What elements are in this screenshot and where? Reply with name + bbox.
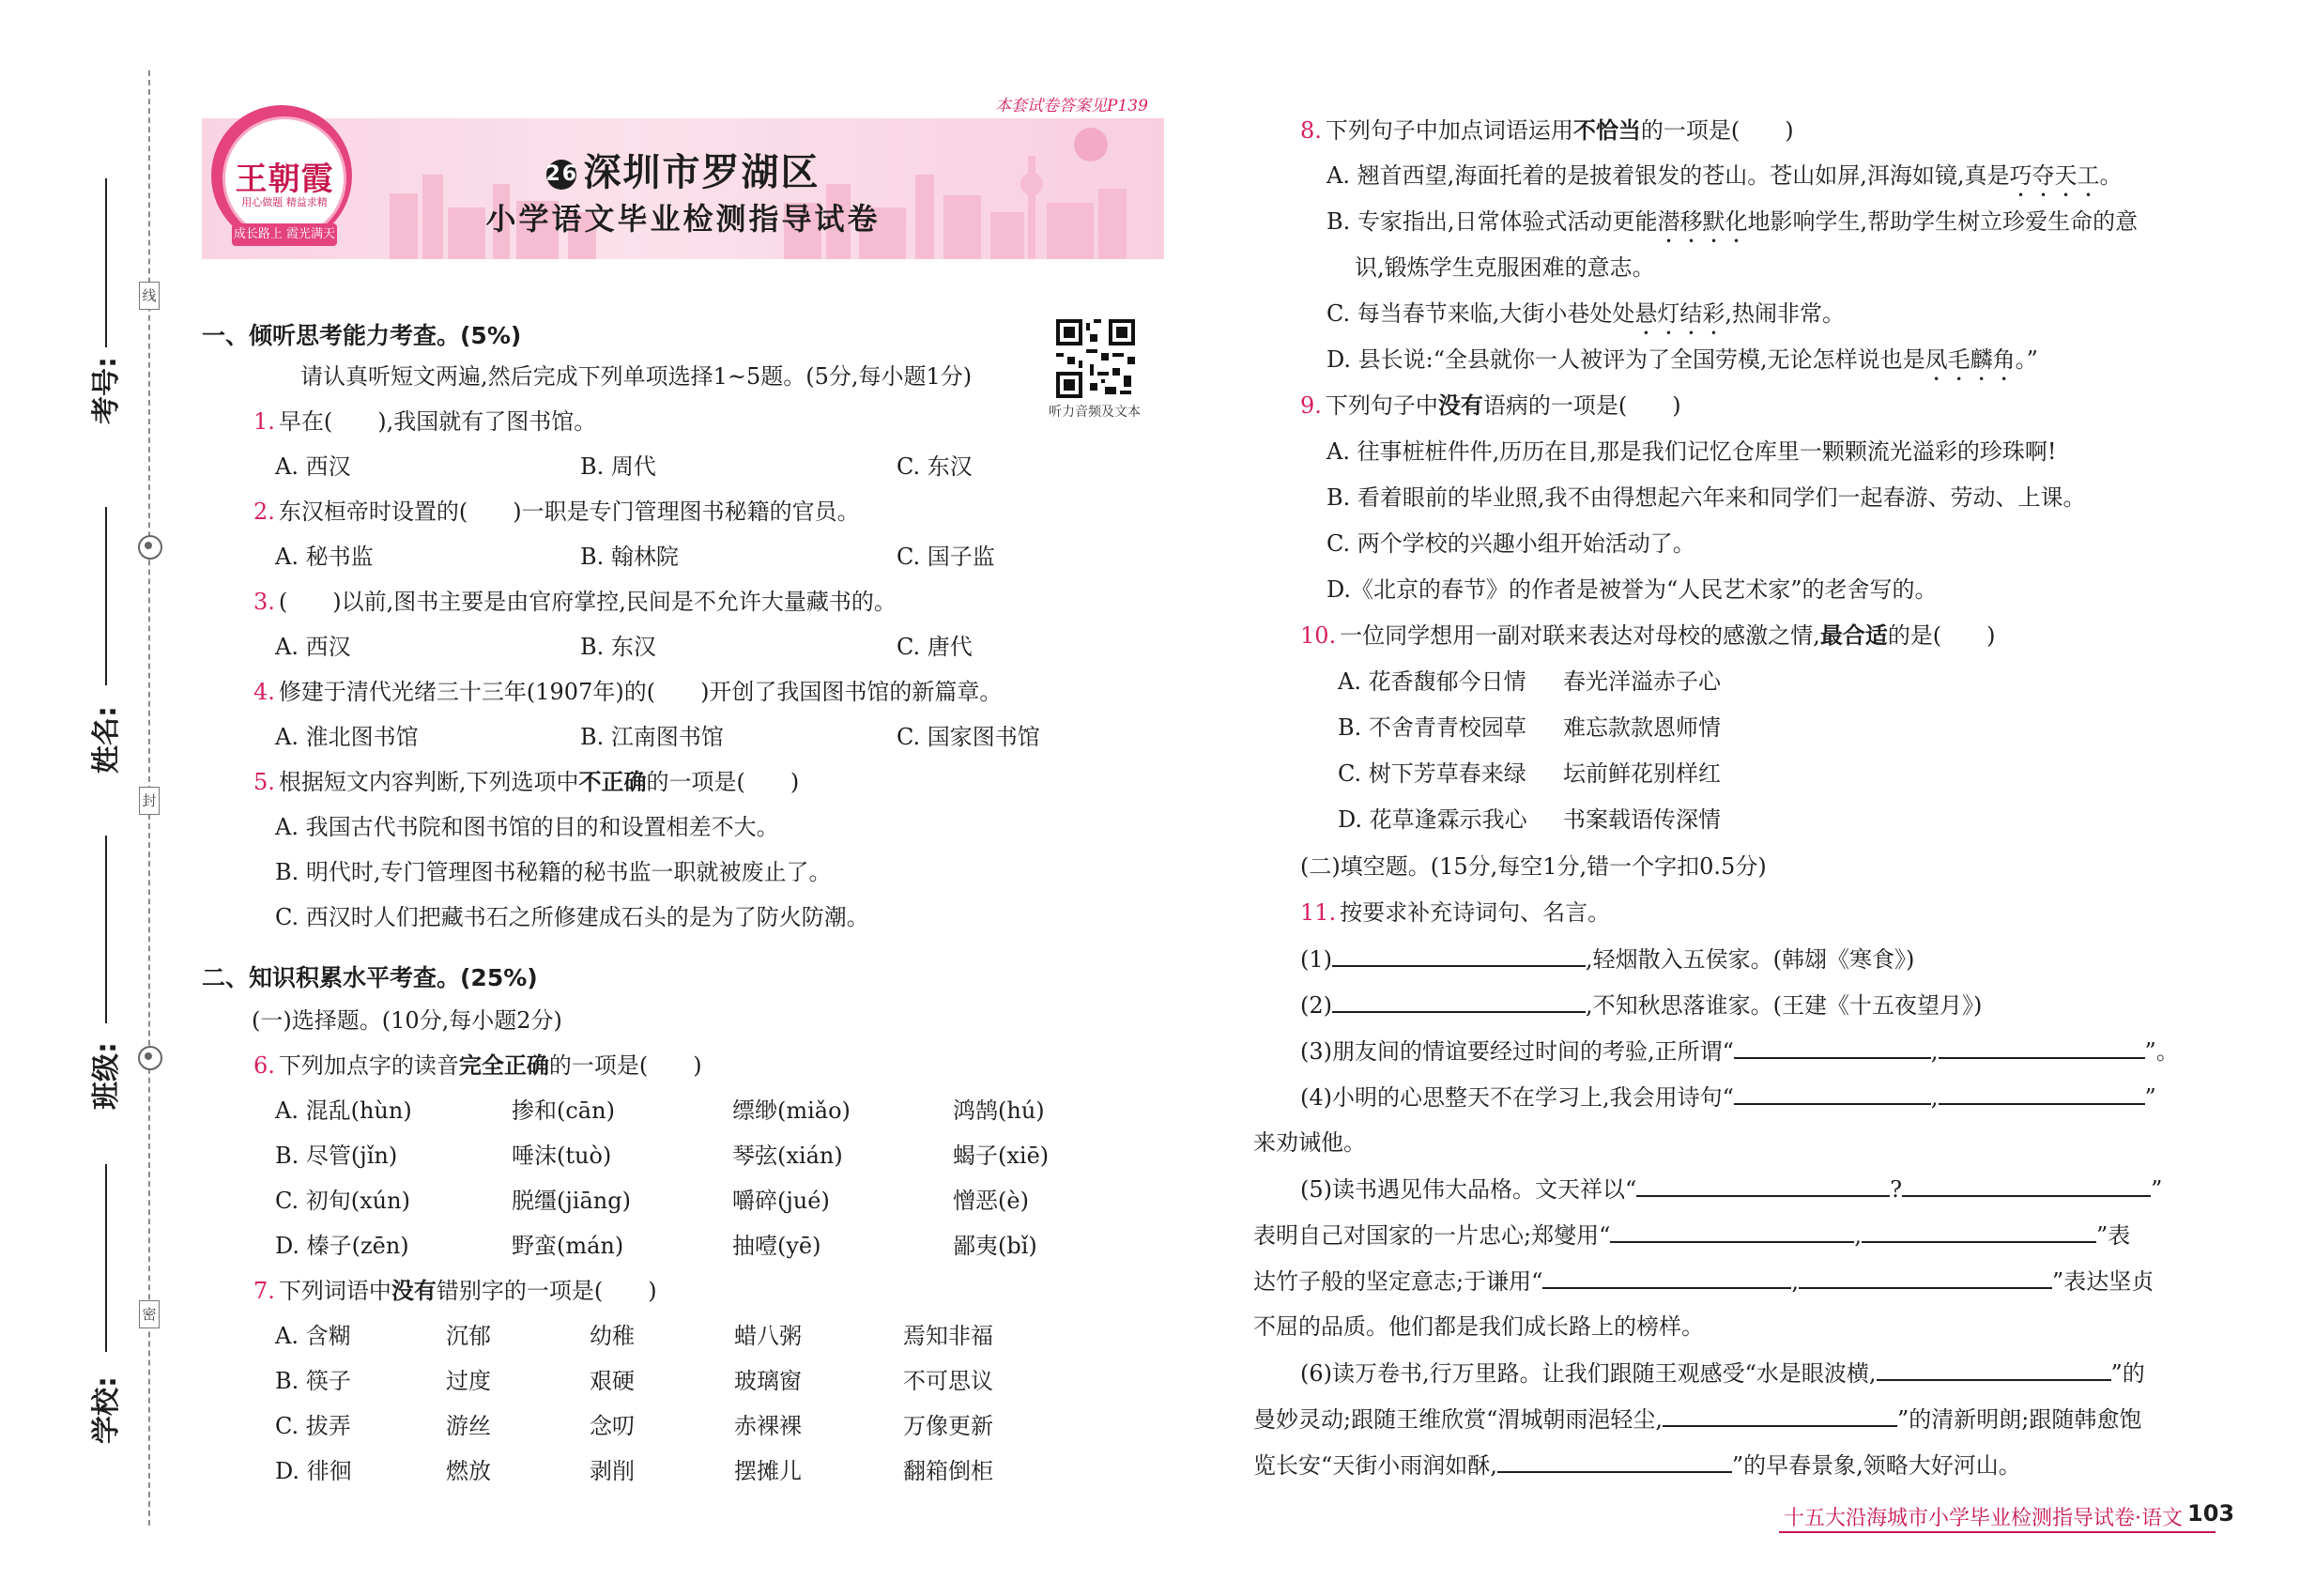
q6-option-c-item-1[interactable]: C. 初旬(xún)	[275, 1188, 410, 1214]
q10-option-a-item-2: 春光洋溢赤子心	[1563, 668, 1721, 695]
question-text: 修建于清代光绪三十三年(1907年)的( )开创了我国图书馆的新篇章。	[278, 679, 1003, 705]
fill-6-line-2	[1253, 1403, 2141, 1435]
question-text: 下列句子中	[1325, 392, 1438, 419]
question-number: 10.	[1300, 622, 1337, 649]
question-6	[253, 1050, 702, 1082]
q7-option-c-item-3: 念叨	[590, 1413, 635, 1439]
q10-option-b-item-1[interactable]: B. 不舍青青校园草	[1338, 714, 1526, 741]
q6-option-c-item-2: 脱缰(jiāng)	[512, 1188, 631, 1214]
q7-option-c-item-5: 万像更新	[903, 1413, 993, 1439]
option-text: 。	[2099, 162, 2123, 189]
exam-title-text: 深圳市罗湖区	[583, 151, 820, 194]
q7-option-c-item-2: 游丝	[446, 1413, 491, 1439]
q7-option-b-item-1[interactable]: B. 筷子	[275, 1368, 351, 1394]
fill-text: ,不知秋思落谁家。(王建《十五夜望月》)	[1586, 992, 1983, 1019]
exam-number-field[interactable]	[75, 150, 131, 422]
publisher-logo	[211, 105, 352, 246]
q6-option-c-item-3: 嚼碎(jué)	[732, 1188, 830, 1214]
q7-option-c-item-4: 赤裸裸	[734, 1413, 802, 1439]
fill-6	[1300, 1357, 2145, 1389]
question-number: 8.	[1300, 117, 1322, 144]
question-text: 下列句子中加点词语运用	[1325, 117, 1573, 144]
logo-subtext: 用心做题 精益求精	[241, 196, 328, 208]
subsection-1-title: (一)选择题。(10分,每小题2分)	[252, 1007, 562, 1034]
q7-option-a-item-1[interactable]: A. 含糊	[275, 1323, 351, 1349]
q7-option-a-item-3: 幼稚	[590, 1323, 635, 1349]
subsection-2-title: (二)填空题。(15分,每空1分,错一个字扣0.5分)	[1300, 853, 1767, 880]
answer-blank[interactable]	[1332, 943, 1586, 967]
q6-option-b-item-3: 琴弦(xián)	[732, 1143, 843, 1169]
option-text: A. 翘首西望,海面托着的是披着银发的苍山。苍山如屏,洱海如镜,真是	[1326, 162, 2010, 189]
question-text: 错别字的一项是( )	[436, 1278, 657, 1304]
question-text: 东汉桓帝时设置的( )一职是专门管理图书秘籍的官员。	[278, 499, 860, 525]
q6-option-d-item-4: 鄙夷(bǐ)	[953, 1233, 1037, 1259]
fill-text: (6)读万卷书,行万里路。让我们跟随王观感受“水是眼波横,	[1300, 1360, 1877, 1387]
q9-option-a[interactable]: A. 往事桩桩件件,历历在目,那是我们记忆仓库里一颗颗流光溢彩的珍珠啊!	[1326, 438, 2057, 465]
binding-tag-xian: 线	[139, 282, 160, 310]
q7-option-d-item-1[interactable]: D. 徘徊	[275, 1458, 352, 1484]
answer-blank[interactable]	[1610, 1219, 1854, 1243]
q8-option-a[interactable]	[1326, 160, 2122, 202]
q10-option-b-item-2: 难忘款款恩师情	[1563, 714, 1721, 741]
question-text: 一位同学想用一副对联来表达对母校的感激之情,	[1340, 622, 1820, 649]
fill-2	[1300, 989, 1982, 1021]
option-text: C. 每当春节来临,大街小巷处处	[1326, 300, 1635, 327]
school-label: 学校:	[90, 1376, 123, 1444]
name-line	[105, 507, 107, 685]
q5-option-b[interactable]: B. 明代时,专门管理图书秘籍的秘书监一职就被废止了。	[275, 859, 832, 885]
q3-option-b[interactable]: B. 东汉	[580, 634, 656, 660]
fill-5-line-2	[1253, 1219, 2130, 1251]
q1-option-a[interactable]: A. 西汉	[275, 453, 351, 480]
question-text: 的是( )	[1887, 622, 1996, 649]
fill-4	[1300, 1081, 2156, 1113]
q7-option-a-item-5: 焉知非福	[903, 1323, 993, 1349]
q2-option-b[interactable]: B. 翰林院	[580, 544, 679, 570]
q10-option-c-item-1[interactable]: C. 树下芳草春来绿	[1338, 760, 1526, 787]
q1-option-b[interactable]: B. 周代	[580, 453, 656, 480]
answer-blank[interactable]	[1902, 1173, 2151, 1197]
answer-blank[interactable]	[1734, 1081, 1931, 1105]
q8-option-b[interactable]	[1326, 206, 2138, 248]
binding-tag-mi: 密	[139, 1300, 160, 1328]
logo-ribbon: 成长路上 霞光满天	[232, 223, 337, 246]
option-text: B. 专家指出,日常体验式活动更能	[1326, 208, 1658, 235]
question-text: 的一项是( )	[646, 769, 800, 795]
fill-text: ,	[1930, 1084, 1939, 1111]
binding-tag-feng: 封	[139, 787, 160, 815]
q6-option-b-item-4: 蝎子(xiē)	[953, 1143, 1050, 1169]
question-2	[253, 496, 860, 528]
fill-5	[1300, 1173, 2162, 1205]
question-9	[1300, 390, 1681, 422]
q7-option-a-item-4: 蜡八粥	[734, 1323, 802, 1349]
question-7	[253, 1275, 657, 1307]
answer-blank[interactable]	[1542, 1265, 1791, 1289]
q3-option-a[interactable]: A. 西汉	[275, 634, 351, 660]
q7-option-b-item-4: 玻璃窗	[734, 1368, 802, 1394]
q3-option-c[interactable]: C. 唐代	[897, 634, 973, 660]
q10-option-d-item-1[interactable]: D. 花草逢霖示我心	[1338, 806, 1527, 833]
question-text: 下列词语中	[278, 1278, 391, 1304]
exam-number-line	[105, 178, 107, 347]
q8-option-b-continued: 识,锻炼学生克服困难的意志。	[1355, 254, 1655, 281]
q5-option-c[interactable]: C. 西汉时人们把藏书石之所修建成石头的是为了防火防潮。	[275, 904, 869, 930]
q6-option-c-item-4: 憎恶(è)	[953, 1188, 1029, 1214]
fill-text: ”的	[2110, 1360, 2145, 1387]
fill-1	[1300, 943, 1914, 975]
fill-4-continued: 来劝诫他。	[1253, 1129, 1366, 1156]
question-3	[253, 586, 897, 618]
q4-option-c[interactable]: C. 国家图书馆	[897, 724, 1040, 750]
fill-text: ,	[1791, 1268, 1799, 1295]
question-text: 的一项是( )	[1640, 117, 1794, 144]
q6-option-a-item-2: 掺和(cān)	[512, 1097, 615, 1124]
question-text: 根据短文内容判断,下列选项中	[278, 769, 579, 795]
question-emphasis: 不正确	[578, 768, 647, 795]
answer-blank[interactable]	[1663, 1403, 1897, 1427]
fill-text: ”表	[2096, 1222, 2131, 1249]
q10-option-c-item-2: 坛前鲜花别样红	[1563, 760, 1721, 787]
question-number: 11.	[1300, 899, 1337, 926]
q2-option-c[interactable]: C. 国子监	[897, 544, 995, 570]
question-number: 1.	[253, 408, 275, 435]
q10-option-a-item-1[interactable]: A. 花香馥郁今日情	[1338, 668, 1526, 695]
fill-text: (1)	[1300, 946, 1332, 973]
school-line	[105, 1164, 107, 1352]
fill-text: ,轻烟散入五侯家。(韩翃《寒食》)	[1586, 946, 1915, 973]
question-emphasis: 没有	[391, 1277, 437, 1304]
answer-blank[interactable]	[1636, 1173, 1890, 1197]
footer-series-title: 十五大沿海城市小学毕业检测指导试卷·语文	[1784, 1507, 2183, 1530]
question-text: 语病的一项是( )	[1482, 392, 1681, 419]
question-number: 4.	[253, 679, 275, 705]
section-1-title: 一、倾听思考能力考查。(5%)	[202, 322, 522, 349]
dotted-phrase: 悬灯结彩	[1634, 300, 1725, 327]
fill-text: ,	[1930, 1038, 1939, 1065]
q8-option-c[interactable]	[1326, 298, 1845, 340]
q9-option-b[interactable]: B. 看着眼前的毕业照,我不由得想起六年来和同学们一起春游、劳动、上课。	[1326, 484, 2086, 511]
q1-option-c[interactable]: C. 东汉	[897, 453, 973, 480]
dotted-phrase: 潜移默化	[1657, 208, 1748, 235]
q7-option-b-item-3: 艰硬	[590, 1368, 635, 1394]
q7-option-c-item-1[interactable]: C. 拔弄	[275, 1413, 351, 1439]
question-1	[253, 406, 596, 437]
q7-option-b-item-5: 不可思议	[903, 1368, 993, 1394]
q6-option-d-item-1[interactable]: D. 榛子(zēn)	[275, 1233, 409, 1259]
fill-5-line-3	[1253, 1265, 2154, 1297]
q10-option-d-item-2: 书案载语传深情	[1563, 806, 1721, 833]
fill-text: 表明自己对国家的一片忠心;郑燮用“	[1253, 1222, 1611, 1249]
q7-option-d-item-2: 燃放	[446, 1458, 491, 1484]
qr-code-label: 听力音频及文本	[1049, 405, 1141, 420]
fill-text: ”	[2144, 1084, 2156, 1111]
fill-text: ”的清新明朗;跟随韩愈饱	[1896, 1406, 2142, 1433]
question-number: 9.	[1300, 392, 1322, 419]
q6-option-a-item-1[interactable]: A. 混乱(hùn)	[275, 1097, 412, 1124]
q6-option-b-item-1[interactable]: B. 尽管(jǐn)	[275, 1143, 398, 1169]
fill-text: (4)小明的心思整天不在学习上,我会用诗句“	[1300, 1084, 1734, 1111]
fill-text: ?	[1890, 1176, 1903, 1203]
q8-option-d[interactable]	[1326, 344, 2038, 386]
q7-option-d-item-4: 摆摊儿	[734, 1458, 802, 1484]
q9-option-d[interactable]: D.《北京的春节》的作者是被誉为“人民艺术家”的老舍写的。	[1326, 576, 1938, 603]
fill-text: 达竹子般的坚定意志;于谦用“	[1253, 1268, 1543, 1295]
q6-option-d-item-3: 抽噎(yē)	[732, 1233, 821, 1259]
question-text: 下列加点字的读音	[278, 1052, 459, 1079]
answer-blank[interactable]	[1799, 1265, 2052, 1289]
q4-option-a[interactable]: A. 淮北图书馆	[275, 724, 419, 750]
question-number: 6.	[253, 1052, 275, 1079]
question-text: 的一项是( )	[548, 1052, 702, 1079]
dotted-phrase: 巧夺天工	[2009, 162, 2100, 189]
logo-text: 王朝霞	[235, 161, 334, 198]
question-number: 5.	[253, 769, 275, 795]
answer-blank[interactable]	[1939, 1035, 2145, 1059]
qr-code-icon[interactable]	[1056, 319, 1135, 398]
exam-number-badge: 26	[546, 160, 576, 190]
fill-text: 曼妙灵动;跟随王维欣赏“渭城朝雨浥轻尘,	[1253, 1406, 1663, 1433]
exam-subtitle: 小学语文毕业检测指导试卷	[485, 201, 881, 237]
footer-rule	[1779, 1531, 2216, 1533]
question-11	[1300, 897, 1610, 928]
section-1-intro: 请认真听短文两遍,然后完成下列单项选择1~5题。(5分,每小题1分)	[300, 363, 973, 390]
question-text: 早在( ),我国就有了图书馆。	[278, 408, 597, 435]
answer-blank[interactable]	[1497, 1449, 1732, 1473]
option-text: 地影响学生,帮助学生树立珍爱生命的意	[1747, 208, 2139, 235]
fill-text: ”	[2151, 1176, 2163, 1203]
q6-option-a-item-3: 缥缈(miǎo)	[732, 1097, 851, 1124]
option-text: ,热闹非常。	[1725, 300, 1846, 327]
q2-option-a[interactable]: A. 秘书监	[275, 544, 374, 570]
q6-option-b-item-2: 唾沫(tuò)	[512, 1143, 612, 1169]
q4-option-b[interactable]: B. 江南图书馆	[580, 724, 724, 750]
answer-blank[interactable]	[1877, 1357, 2111, 1381]
fill-text: (2)	[1300, 992, 1332, 1019]
answer-blank[interactable]	[1332, 989, 1586, 1013]
fill-text: 览长安“天街小雨润如酥,	[1253, 1452, 1497, 1479]
fill-text: ”的早春景象,领略大好河山。	[1731, 1452, 2021, 1479]
fill-text: ”。	[2144, 1038, 2179, 1065]
class-line	[105, 836, 107, 1023]
fill-5-line-4: 不屈的品质。他们都是我们成长路上的榜样。	[1253, 1313, 1704, 1340]
question-emphasis: 完全正确	[458, 1051, 549, 1079]
q7-option-d-item-3: 剥削	[590, 1458, 635, 1484]
answer-blank[interactable]	[1939, 1081, 2145, 1105]
fill-6-line-3	[1253, 1449, 2021, 1481]
binding-hole	[138, 1046, 162, 1070]
fill-text: ”表达坚贞	[2052, 1268, 2154, 1295]
dotted-phrase: 凤毛麟角	[1924, 346, 2016, 373]
q5-option-a[interactable]: A. 我国古代书院和图书馆的目的和设置相差不大。	[275, 814, 779, 840]
exam-number-label: 考号:	[90, 357, 123, 424]
option-text: 。”	[2015, 346, 2038, 373]
fill-3	[1300, 1035, 2179, 1067]
question-emphasis: 最合适	[1819, 622, 1888, 649]
page-number: 103	[2187, 1500, 2235, 1527]
question-10	[1300, 620, 1996, 652]
school-field[interactable]	[75, 1164, 131, 1446]
question-number: 7.	[253, 1278, 275, 1304]
question-emphasis: 没有	[1437, 391, 1483, 419]
q9-option-c[interactable]: C. 两个学校的兴趣小组开始活动了。	[1326, 530, 1695, 557]
q6-option-a-item-4: 鸿鹄(hú)	[953, 1097, 1045, 1124]
name-field[interactable]	[75, 507, 131, 779]
fill-text: (3)朋友间的情谊要经过时间的考验,正所谓“	[1300, 1038, 1734, 1065]
question-text: ( )以前,图书主要是由官府掌控,民间是不允许大量藏书的。	[278, 589, 897, 615]
question-emphasis: 不恰当	[1572, 116, 1641, 144]
q7-option-b-item-2: 过度	[446, 1368, 491, 1394]
option-text: D. 县长说:“全县就你一人被评为了全国劳模,无论怎样说也是	[1326, 346, 1925, 373]
question-text: 按要求补充诗词句、名言。	[1340, 899, 1611, 926]
question-8	[1300, 115, 1794, 146]
fill-text: ,	[1854, 1222, 1862, 1249]
question-number: 3.	[253, 589, 275, 615]
question-4	[253, 676, 1002, 708]
question-number: 2.	[253, 499, 275, 525]
binding-hole	[138, 535, 162, 560]
name-label: 姓名:	[90, 706, 123, 774]
class-label: 班级:	[90, 1042, 123, 1110]
q7-option-a-item-2: 沉郁	[446, 1323, 491, 1349]
answer-blank[interactable]	[1734, 1035, 1931, 1059]
class-field[interactable]	[75, 836, 131, 1108]
answer-blank[interactable]	[1862, 1219, 2096, 1243]
question-5	[253, 766, 799, 798]
q6-option-d-item-2: 野蛮(mán)	[512, 1233, 624, 1259]
q7-option-d-item-5: 翻箱倒柜	[903, 1458, 993, 1484]
answer-note: 本套试卷答案见P139	[995, 97, 1148, 115]
fill-text: (5)读书遇见伟大品格。文天祥以“	[1300, 1176, 1637, 1203]
section-2-title: 二、知识积累水平考查。(25%)	[202, 964, 538, 991]
